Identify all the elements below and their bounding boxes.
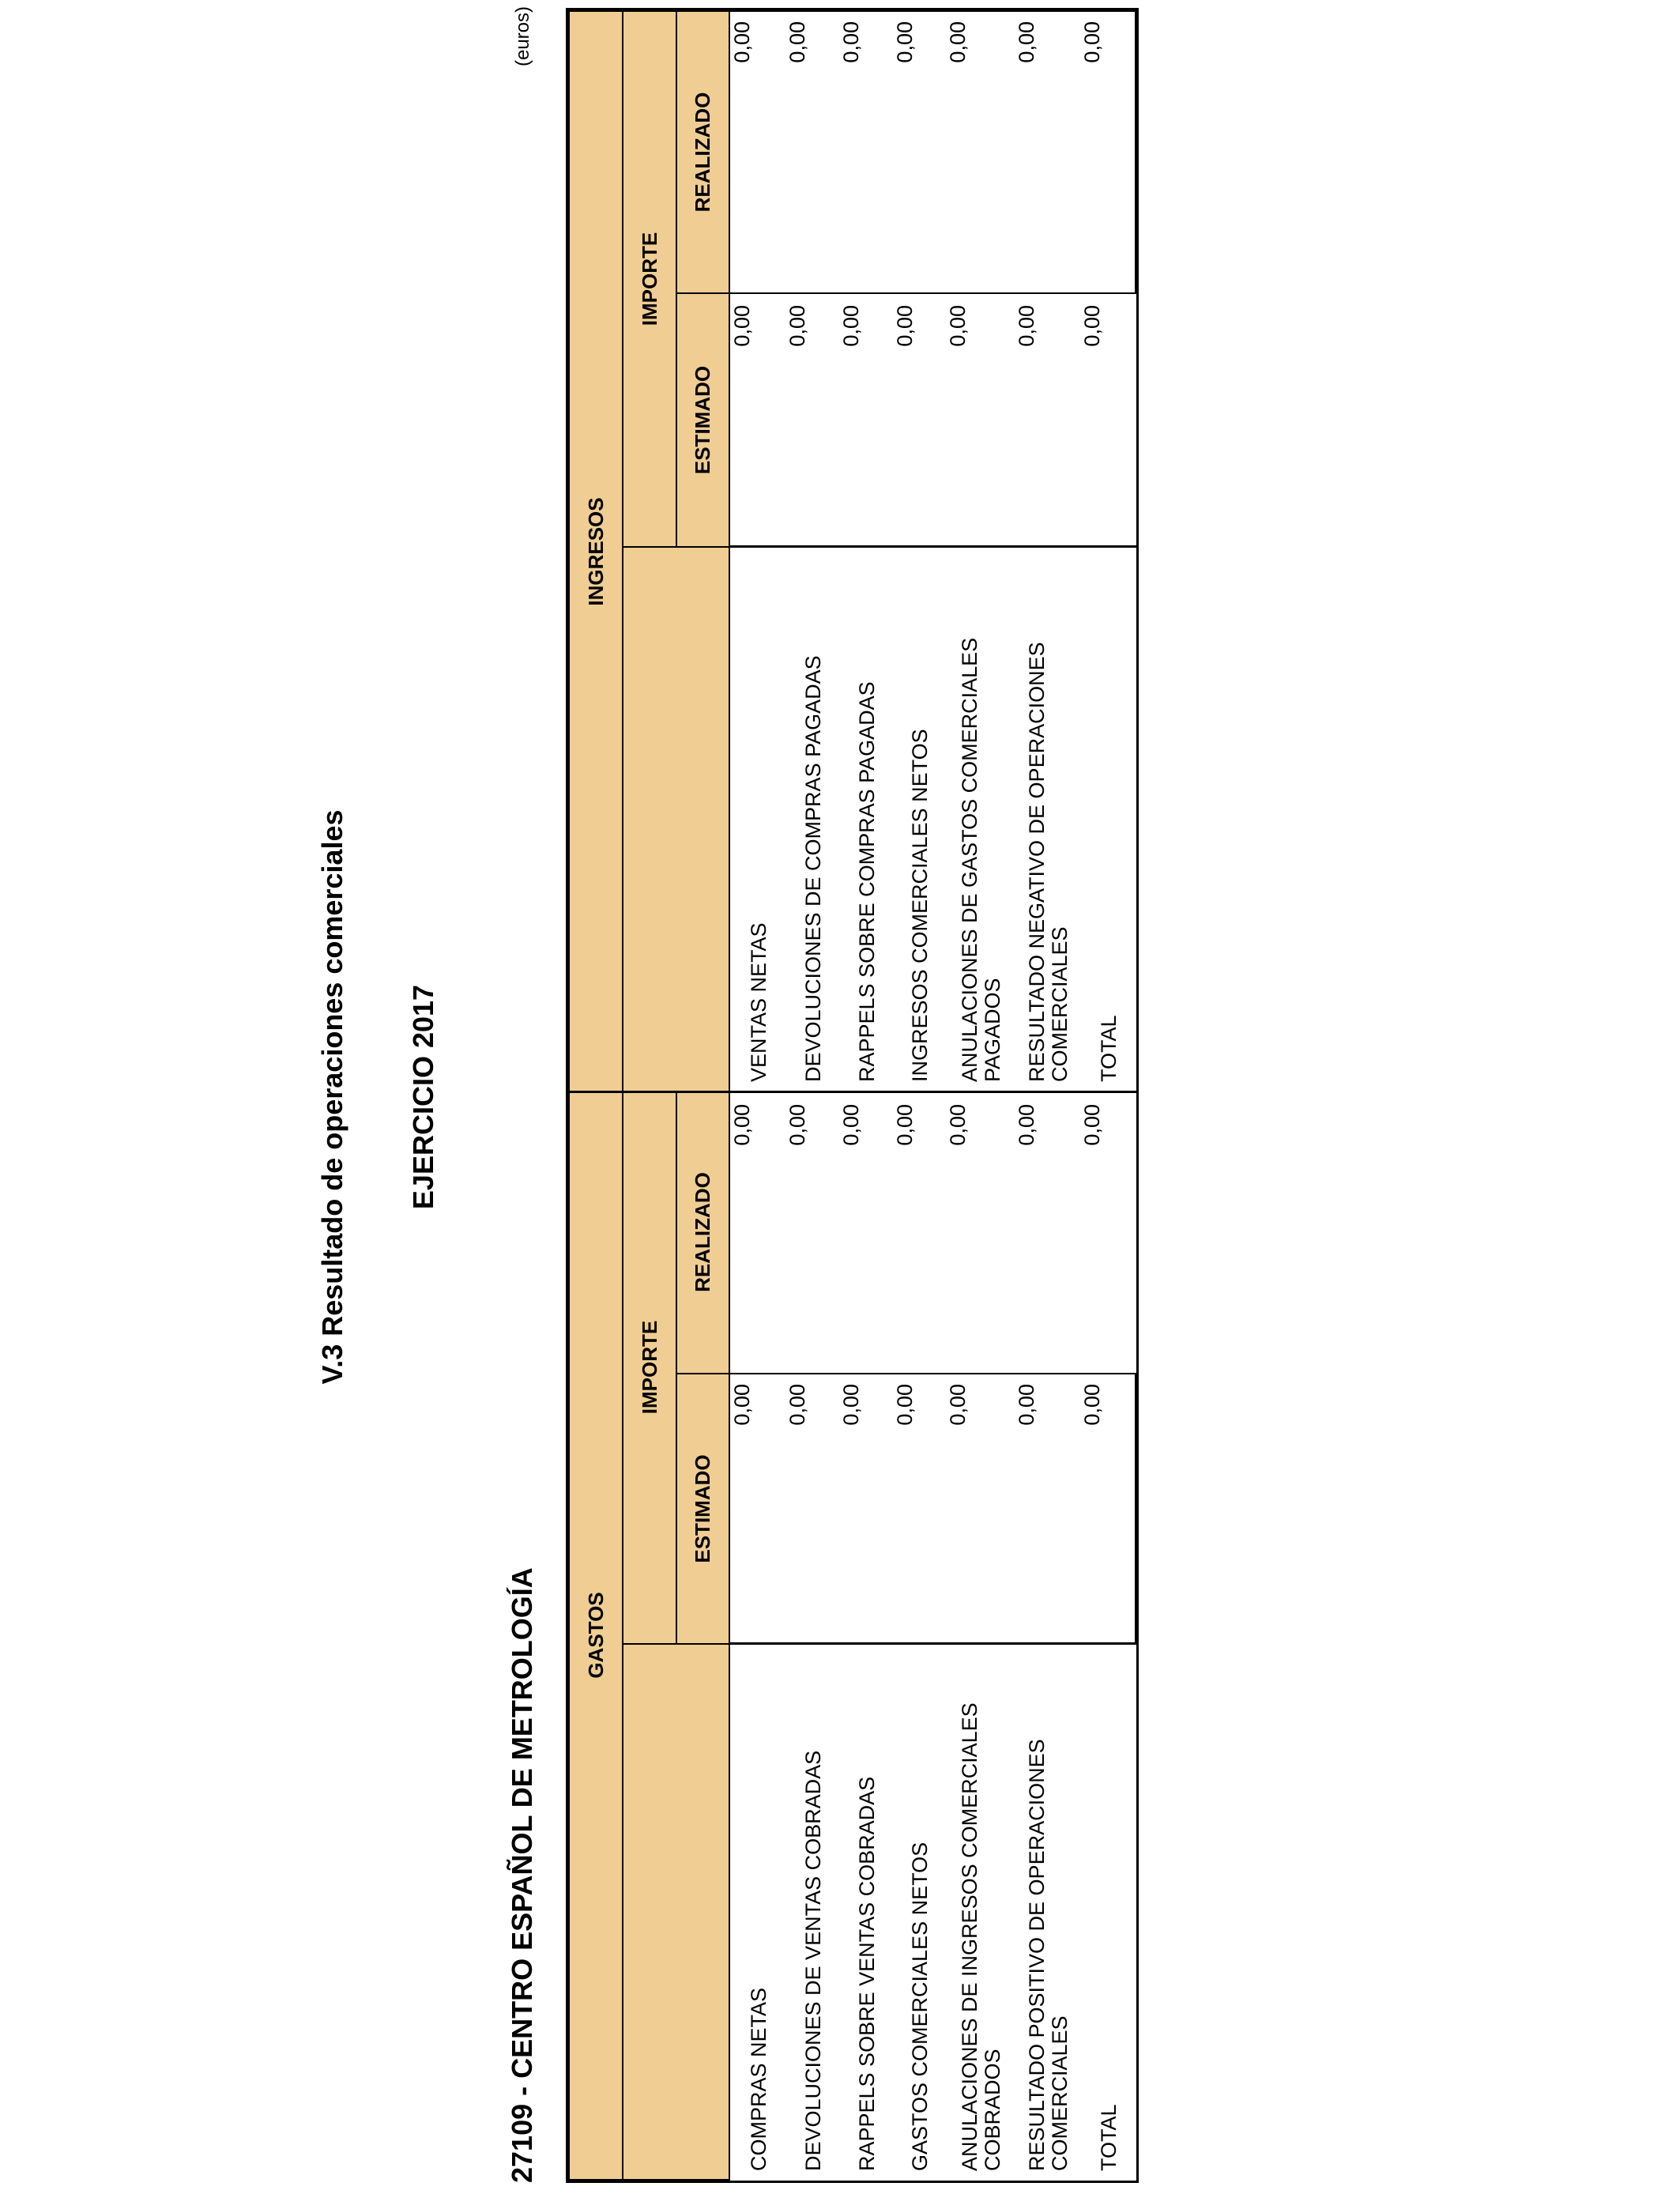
ingresos-estimado-header: ESTIMADO <box>676 292 730 548</box>
ingresos-row-realizado: 0,00 <box>1015 21 1038 63</box>
gastos-row-estimado: 0,00 <box>785 1384 809 1426</box>
ingresos-row-realizado: 0,00 <box>946 21 970 63</box>
ingresos-row-realizado: 0,00 <box>730 21 754 63</box>
ingresos-row-estimado: 0,00 <box>893 305 917 347</box>
ingresos-importe-header: IMPORTE <box>622 10 677 548</box>
entity-name: 27109 - CENTRO ESPAÑOL DE METROLOGÍA <box>506 1567 538 2183</box>
gastos-row-estimado: 0,00 <box>839 1384 863 1426</box>
gastos-importe-header: IMPORTE <box>622 1090 677 1645</box>
gastos-row-estimado: 0,00 <box>1015 1384 1038 1426</box>
ingresos-row-realizado: 0,00 <box>893 21 917 63</box>
ingresos-row-realizado: 0,00 <box>785 21 809 63</box>
gastos-row-realizado: 0,00 <box>893 1104 917 1146</box>
gastos-header: GASTOS <box>568 1090 623 2181</box>
gastos-row-realizado: 0,00 <box>785 1104 809 1146</box>
gastos-total-label: TOTAL <box>1096 2104 1121 2171</box>
units-label: (euros) <box>512 6 533 66</box>
gastos-row-estimado: 0,00 <box>730 1384 754 1426</box>
gastos-concept-header <box>622 1643 730 2181</box>
ingresos-total-realizado: 0,00 <box>1080 21 1104 63</box>
report-title: V.3 Resultado de operaciones comerciales <box>316 809 348 1385</box>
ingresos-row-label: INGRESOS COMERCIALES NETOS <box>908 729 932 1082</box>
gastos-row-label: COMPRAS NETAS <box>746 1987 770 2171</box>
gastos-row-label: GASTOS COMERCIALES NETOS <box>908 1842 932 2171</box>
gastos-row-estimado: 0,00 <box>893 1384 917 1426</box>
ingresos-row-estimado: 0,00 <box>946 305 970 347</box>
ingresos-realizado-header: REALIZADO <box>676 10 730 294</box>
ingresos-total-estimado: 0,00 <box>1080 305 1104 347</box>
ingresos-row-label: ANULACIONES DE GASTOS COMERCIALES PAGADOS <box>957 637 1004 1082</box>
gastos-total-estimado: 0,00 <box>1080 1384 1104 1426</box>
gastos-row-label: RESULTADO POSITIVO DE OPERACIONES COMERCIALES <box>1024 1739 1072 2171</box>
report-subtitle: EJERCICIO 2017 <box>407 984 439 1210</box>
gastos-realizado-header: REALIZADO <box>676 1090 730 1374</box>
gastos-row-realizado: 0,00 <box>1015 1104 1038 1146</box>
ingresos-concept-header <box>622 546 730 1093</box>
ingresos-row-estimado: 0,00 <box>1015 305 1038 347</box>
ingresos-row-estimado: 0,00 <box>785 305 809 347</box>
gastos-row-label: ANULACIONES DE INGRESOS COMERCIALES COBRADOS <box>957 1702 1004 2171</box>
ingresos-row-realizado: 0,00 <box>839 21 863 63</box>
ingresos-row-label: RAPPELS SOBRE COMPRAS PAGADAS <box>854 681 879 1082</box>
gastos-row-label: DEVOLUCIONES DE VENTAS COBRADAS <box>800 1750 825 2171</box>
ingresos-row-label: VENTAS NETAS <box>746 922 770 1082</box>
gastos-row-estimado: 0,00 <box>946 1384 970 1426</box>
gastos-total-realizado: 0,00 <box>1080 1104 1104 1146</box>
gastos-row-realizado: 0,00 <box>946 1104 970 1146</box>
ingresos-row-estimado: 0,00 <box>730 305 754 347</box>
gastos-estimado-header: ESTIMADO <box>676 1373 730 1645</box>
ingresos-header: INGRESOS <box>568 10 623 1093</box>
ingresos-row-label: RESULTADO NEGATIVO DE OPERACIONES COMERCIALES <box>1024 642 1072 1082</box>
ingresos-total-label: TOTAL <box>1096 1015 1121 1082</box>
operations-table <box>566 8 1139 2183</box>
gastos-row-realizado: 0,00 <box>839 1104 863 1146</box>
gastos-row-realizado: 0,00 <box>730 1104 754 1146</box>
ingresos-row-estimado: 0,00 <box>839 305 863 347</box>
gastos-row-label: RAPPELS SOBRE VENTAS COBRADAS <box>854 1776 879 2171</box>
ingresos-row-label: DEVOLUCIONES DE COMPRAS PAGADAS <box>800 655 825 1082</box>
